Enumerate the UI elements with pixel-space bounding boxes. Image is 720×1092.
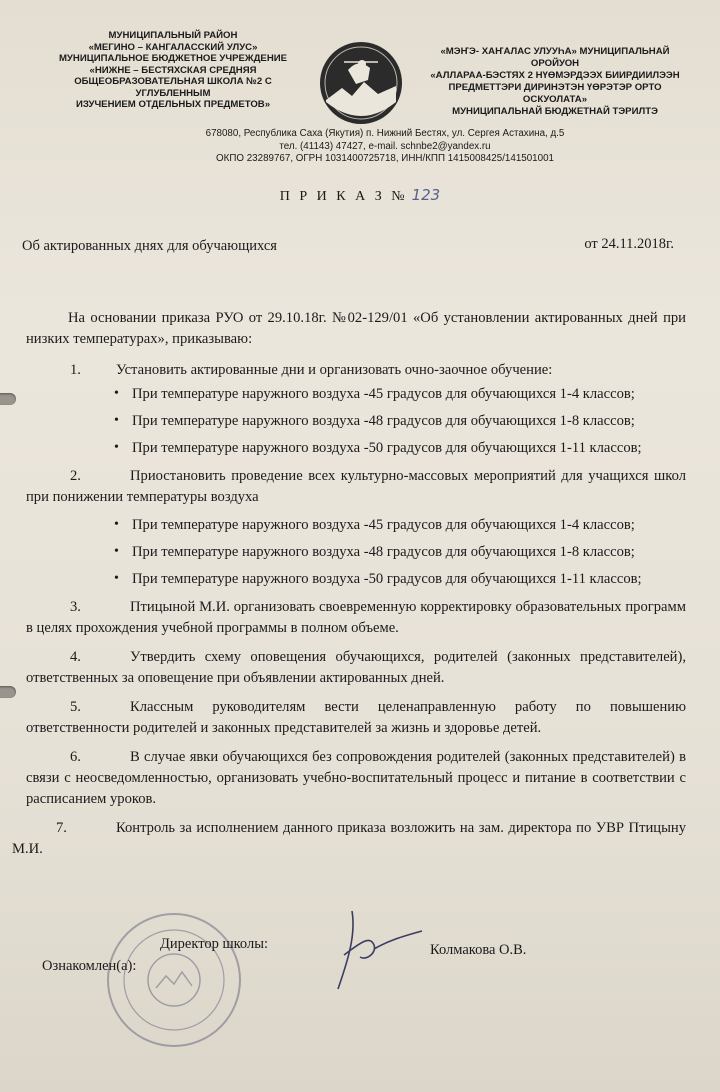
header-left-line: МУНИЦИПАЛЬНОЕ БЮДЖЕТНОЕ УЧРЕЖДЕНИЕ: [58, 53, 288, 64]
order-date: от 24.11.2018г.: [584, 236, 674, 252]
item-number: 5.: [70, 699, 81, 715]
item-number: 3.: [70, 599, 81, 615]
order-item: [26, 466, 686, 508]
header-left-line: «МЕГИНО – КАНГАЛАССКИЙ УЛУС»: [88, 41, 258, 53]
order-subject: Об актированных днях для обучающихся: [22, 238, 277, 254]
item-text: Утвердить схему оповещения обучающихся, родителей (законных представителей), ответственных за оповещение при объявлении актированных дней.: [26, 649, 686, 686]
director-role-label: Директор школы:: [160, 936, 268, 952]
punch-hole: [0, 393, 16, 405]
order-item: [12, 818, 686, 860]
item-text: Приостановить проведение всех культурно-массовых мероприятий для учащихся школ при понижении температуры воздуха: [26, 468, 686, 505]
order-number-handwritten: 123: [411, 186, 441, 204]
item-number: 4.: [70, 649, 81, 665]
contacts-block: [200, 128, 570, 166]
header-left-line: «НИЖНЕ – БЕСТЯХСКАЯ СРЕДНЯЯ: [89, 64, 257, 76]
order-item: [26, 597, 686, 639]
bullet-item: • При температуре наружного воздуха -45 градусов для обучающихся 1-4 классов;: [26, 516, 686, 534]
header-left-line: МУНИЦИПАЛЬНЫЙ РАЙОН: [108, 30, 238, 41]
bullet-list: [26, 516, 686, 588]
item-text: В случае явки обучающихся без сопровождения родителей (законных представителей) в связи с неосведомленностью, организовать учебно-воспитательный процесс и питание в соответствии с расписанием уроков.: [26, 749, 686, 807]
header-left-line: ИЗУЧЕНИЕМ ОТДЕЛЬНЫХ ПРЕДМЕТОВ»: [75, 99, 271, 110]
item-number: 6.: [70, 749, 81, 765]
phone-email-line: тел. (41143) 47427, e-mail. schnbe2@yandex.ru: [279, 140, 491, 152]
director-name: Колмакова О.В.: [430, 942, 527, 958]
bullet-item: • При температуре наружного воздуха -48 градусов для обучающихся 1-8 классов;: [26, 543, 686, 561]
bullet-item: • При температуре наружного воздуха -45 градусов для обучающихся 1-4 классов;: [26, 385, 686, 403]
order-title: [0, 186, 720, 205]
bullet-item: • При температуре наружного воздуха -50 градусов для обучающихся 1-11 классов;: [26, 570, 686, 588]
punch-hole: [0, 686, 16, 698]
header-right-line: «МЭҤЭ- ХАҤАЛАС УЛУУҺА» МУНИЦИПАЛЬНАЙ ОРОЙУОН: [440, 46, 670, 69]
item-text: Классным руководителям вести целенаправленную работу по повышению ответственности родителей и законных представителей за жизнь и здоровье детей.: [26, 699, 686, 736]
item-text: Установить актированные дни и организовать очно-заочное обучение:: [116, 362, 553, 378]
order-item: [26, 647, 686, 689]
registry-codes-line: ОКПО 23289767, ОГРН 1031400725718, ИНН/КПП 1415008425/141501001: [216, 153, 554, 164]
intro-paragraph: На основании приказа РУО от 29.10.18г. №02-129/01 «Об установлении актированных дней при низких температурах», приказываю:: [26, 310, 686, 347]
item-text: Птицыной М.И. организовать своевременную корректировку образовательных программ в целях прохождения учебной программы в полном объеме.: [26, 599, 686, 636]
header-right-block: [420, 46, 690, 118]
header-left-line: ОБЩЕОБРАЗОВАТЕЛЬНАЯ ШКОЛА №2 С УГЛУБЛЕННЫМ: [74, 76, 272, 99]
order-item: [26, 747, 686, 810]
header-right-line: МУНИЦИПАЛЬНАЙ БЮДЖЕТНАЙ ТЭРИЛТЭ: [452, 106, 658, 117]
acknowledged-label: Ознакомлен(а):: [42, 958, 137, 974]
item-text: Контроль за исполнением данного приказа возложить на зам. директора по УВР Птицыну М.И.: [12, 820, 686, 857]
order-title-label: П Р И К А З №: [279, 189, 408, 204]
order-item: [26, 360, 686, 381]
bullet-list: [26, 385, 686, 457]
bullet-item: • При температуре наружного воздуха -50 градусов для обучающихся 1-11 классов;: [26, 439, 686, 457]
handwritten-signature-icon: [330, 905, 440, 995]
school-emblem-icon: [318, 40, 404, 126]
header-left-block: [38, 30, 308, 111]
item-number: 1.: [70, 362, 81, 378]
bullet-item: • При температуре наружного воздуха -48 градусов для обучающихся 1-8 классов;: [26, 412, 686, 430]
header-right-line: «АЛЛАРАА-БЭСТЯХ 2 НҮӨМЭРДЭЭХ БИИРДИИЛЭЭН: [430, 70, 680, 81]
order-body: [12, 308, 686, 868]
item-number: 7.: [56, 820, 67, 836]
order-item: [26, 697, 686, 739]
round-stamp-icon: [104, 910, 244, 1050]
address-line: 678080, Республика Саха (Якутия) п. Нижний Бестях, ул. Сергея Астахина, д.5: [205, 128, 565, 139]
item-number: 2.: [70, 468, 81, 484]
header-right-line: ПРЕДМЕТТЭРИ ДИРИНЭТЭН ҮӨРЭТЭР ОРТО ОСКУОЛАТА»: [448, 82, 662, 105]
